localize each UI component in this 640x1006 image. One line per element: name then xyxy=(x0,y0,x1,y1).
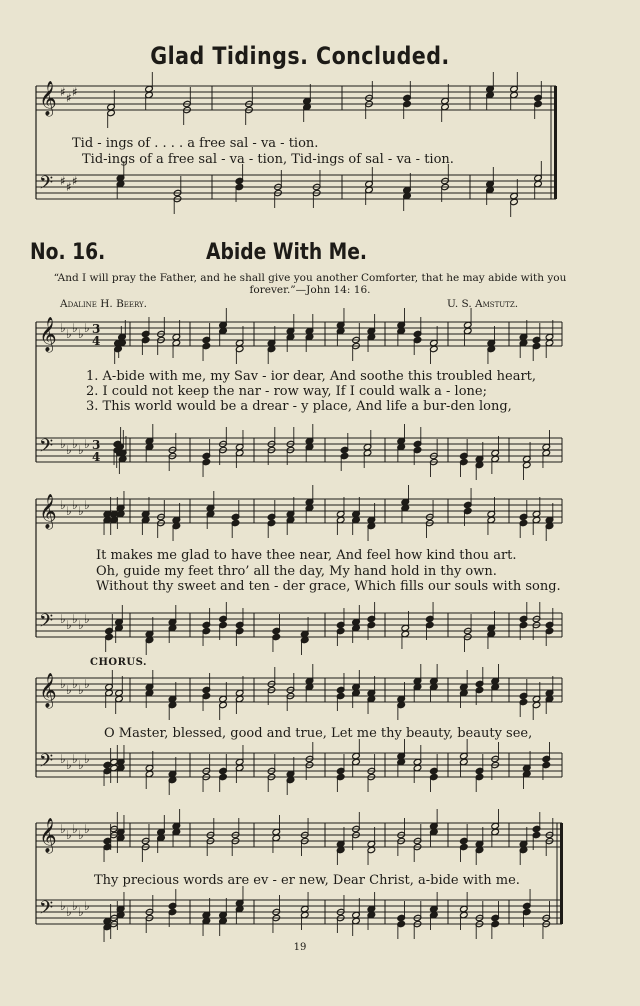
flat-icon: ♭ xyxy=(78,618,84,632)
flat-icon: ♭ xyxy=(60,612,66,626)
chorus-line-2: Thy precious words are ev - er new, Dear Christ, a-bide with me. xyxy=(94,873,520,888)
flat-icon: ♭ xyxy=(60,677,66,691)
flat-icon: ♭ xyxy=(60,437,66,451)
flat-icon: ♭ xyxy=(72,677,78,691)
verse-2-line-2: Oh, guide my feet thro’ all the day, My hand hold in thy own. xyxy=(96,564,497,579)
verse-2-line-1: 2. I could not keep the nar - row way, If I could walk a - lone; xyxy=(86,384,487,399)
flat-icon: ♭ xyxy=(60,752,66,766)
chorus-label: CHORUS. xyxy=(90,657,147,668)
flat-icon: ♭ xyxy=(84,498,90,512)
sharp-icon: ♯ xyxy=(60,85,66,99)
flat-icon: ♭ xyxy=(66,504,72,518)
time-signature-bottom: 4 xyxy=(92,450,101,464)
bass-clef-icon: 𝄢 xyxy=(39,611,54,636)
flat-icon: ♭ xyxy=(66,443,72,457)
flat-icon: ♭ xyxy=(66,683,72,697)
flat-icon: ♭ xyxy=(72,321,78,335)
page-number: 19 xyxy=(293,942,307,953)
flat-icon: ♭ xyxy=(78,828,84,842)
flat-icon: ♭ xyxy=(66,905,72,919)
section-title: Glad Tidings. Concluded. xyxy=(150,42,450,70)
flat-icon: ♭ xyxy=(72,612,78,626)
flat-icon: ♭ xyxy=(66,828,72,842)
treble-clef-icon: 𝄞 xyxy=(39,81,57,116)
flat-icon: ♭ xyxy=(78,758,84,772)
hymn-title: Abide With Me. xyxy=(206,240,368,265)
flat-icon: ♭ xyxy=(84,752,90,766)
lyric-line-alto: Tid - ings of . . . . a free sal - va - tion. xyxy=(72,136,319,151)
flat-icon: ♭ xyxy=(84,677,90,691)
time-signature-top: 3 xyxy=(92,438,101,452)
flat-icon: ♭ xyxy=(78,504,84,518)
verse-1-line-2: It makes me glad to have thee near, And feel how kind thou art. xyxy=(96,548,517,563)
sharp-icon: ♯ xyxy=(72,85,78,99)
flat-icon: ♭ xyxy=(66,618,72,632)
lyricist-credit: Adaline H. Beery. xyxy=(60,298,148,310)
flat-icon: ♭ xyxy=(72,899,78,913)
flat-icon: ♭ xyxy=(78,905,84,919)
flat-icon: ♭ xyxy=(60,899,66,913)
flat-icon: ♭ xyxy=(78,327,84,341)
bass-clef-icon: 𝄢 xyxy=(39,173,54,198)
verse-3-line-1: 3. This world would be a drear - y place, And life a bur-den long, xyxy=(86,399,512,414)
flat-icon: ♭ xyxy=(60,498,66,512)
hymn-number: No. 16. xyxy=(30,240,106,265)
flat-icon: ♭ xyxy=(60,822,66,836)
flat-icon: ♭ xyxy=(84,437,90,451)
bass-clef-icon: 𝄢 xyxy=(39,898,54,923)
bass-clef-icon: 𝄢 xyxy=(39,436,54,461)
composer-credit: U. S. Amstutz. xyxy=(447,298,519,310)
flat-icon: ♭ xyxy=(84,612,90,626)
time-signature-top: 3 xyxy=(92,322,101,336)
flat-icon: ♭ xyxy=(66,327,72,341)
sharp-icon: ♯ xyxy=(60,174,66,188)
final-barline xyxy=(560,823,563,924)
flat-icon: ♭ xyxy=(84,822,90,836)
flat-icon: ♭ xyxy=(60,321,66,335)
lyric-line-bass: Tid-ings of a free sal - va - tion, Tid-ings of sal - va - tion. xyxy=(82,152,454,167)
flat-icon: ♭ xyxy=(66,758,72,772)
flat-icon: ♭ xyxy=(72,752,78,766)
flat-icon: ♭ xyxy=(72,437,78,451)
treble-clef-icon: 𝄞 xyxy=(39,673,57,708)
sharp-icon: ♯ xyxy=(66,91,72,105)
flat-icon: ♭ xyxy=(78,683,84,697)
treble-clef-icon: 𝄞 xyxy=(39,818,57,853)
chorus-line-1: O Master, blessed, good and true, Let me thy beauty, beauty see, xyxy=(104,726,533,741)
bass-clef-icon: 𝄢 xyxy=(39,751,54,776)
flat-icon: ♭ xyxy=(84,899,90,913)
verse-3-line-2: Without thy sweet and ten - der grace, Which fills our souls with song. xyxy=(96,579,561,594)
flat-icon: ♭ xyxy=(78,443,84,457)
final-barline xyxy=(554,86,557,199)
epigraph: “And I will pray the Father, and he shall give you another Comforter, that he may abide with you forever.”—John 14: 16. xyxy=(53,272,567,296)
verse-1-line-1: 1. A-bide with me, my Sav - ior dear, And soothe this troubled heart, xyxy=(86,369,537,384)
flat-icon: ♭ xyxy=(72,822,78,836)
treble-clef-icon: 𝄞 xyxy=(39,494,57,529)
sharp-icon: ♯ xyxy=(66,180,72,194)
sharp-icon: ♯ xyxy=(72,174,78,188)
time-signature-bottom: 4 xyxy=(92,334,101,348)
treble-clef-icon: 𝄞 xyxy=(39,317,57,352)
flat-icon: ♭ xyxy=(72,498,78,512)
flat-icon: ♭ xyxy=(84,321,90,335)
